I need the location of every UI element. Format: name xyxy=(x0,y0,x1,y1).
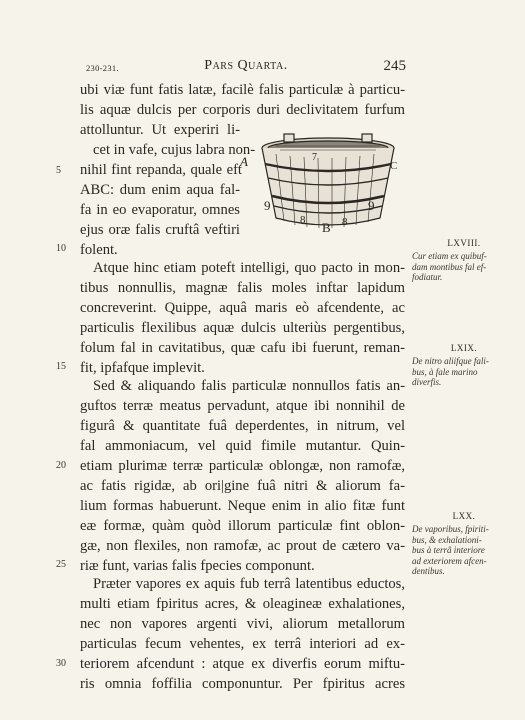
body-line: fit, ipfafque implevit. xyxy=(80,360,205,376)
body-line: lis aquæ dulcis per corporis duri declivitatem furfum xyxy=(80,102,405,118)
margin-note-line: De vaporibus, fpiriti- xyxy=(412,524,489,534)
running-header-left: 230-231. xyxy=(86,63,119,73)
margin-note-line: ad exteriorem afcen- xyxy=(412,555,487,566)
figure-numeral: 8 xyxy=(342,216,348,228)
margin-note-line: bus, & exhalationi- xyxy=(412,534,482,545)
body-line: etiam plurimæ terræ particulæ oblongæ, non ramofæ, xyxy=(80,458,405,474)
body-line: fal ammoniacum, vel quid fimile mutantur. Quin- xyxy=(80,438,405,454)
body-line: ABC: dum enim aqua fal- xyxy=(80,182,240,198)
margin-note-line: bus à terrâ interiore xyxy=(412,545,485,555)
figure-numeral: 9 xyxy=(264,198,271,213)
line-number: 15 xyxy=(56,361,66,372)
body-line: particulas fecum vehentes, ex terrâ interiori ad ex- xyxy=(80,636,405,652)
body-line: lium formas habuerunt. Neque enim in alio fitæ funt xyxy=(80,498,405,514)
body-line: Atque hinc etiam poteft intelligi, quo pacto in mon- xyxy=(93,260,405,276)
body-line: ubi viæ funt fatis latæ, facilè falis particulæ à particu- xyxy=(80,82,405,98)
margin-note-line: De nitro aliifque fali- xyxy=(412,356,489,366)
body-line: fa in eo evaporatur, omnes xyxy=(80,202,240,218)
line-number: 10 xyxy=(56,243,66,254)
body-line: eæ formæ, quàm quòd illorum particulæ fint oblon- xyxy=(80,518,405,534)
body-line: concreverint. Quippe, aquâ maris eò afcendente, ac xyxy=(80,300,405,316)
body-line: ac fatis rigidæ, ab ori|gine fuâ nitri & aliorum fa- xyxy=(80,478,405,494)
body-line: gæ, non flexiles, non ramofæ, ac prout de cætero va- xyxy=(80,538,405,554)
margin-note-line: dentibus. xyxy=(412,566,445,576)
figure-label-c: C xyxy=(390,160,398,172)
body-line: tibus nonnullis, magnæ falis moles inftar lapidum xyxy=(80,280,405,296)
margin-note-number: LXIX. xyxy=(450,343,478,353)
figure-numeral: 7 xyxy=(312,152,317,163)
margin-note-number: LXVIII. xyxy=(447,238,481,248)
figure-label-b: B xyxy=(322,220,331,235)
body-line: guftos terræ meatus pervadunt, atque ibi nonnihil de xyxy=(80,398,405,414)
body-line: cet in vafe, cujus labra non- xyxy=(93,142,256,158)
body-line: ris omnia foffilia componuntur. Per fpiritus acres xyxy=(80,676,405,692)
figure-numeral: 9 xyxy=(368,198,375,213)
figure-numeral: 8 xyxy=(300,214,306,226)
tub-figure xyxy=(240,126,410,238)
body-line: figurâ & quantitate fuâ deperdentes, in nitrum, vel xyxy=(80,418,405,434)
margin-note-line: Cur etiam ex quibuf- xyxy=(412,251,487,261)
body-line: teriorem afcendunt : atque ex diverfis eorum miftu- xyxy=(80,656,405,672)
body-line: folent. xyxy=(80,242,118,258)
body-line: Præter vapores ex aquis fub terrâ latentibus eductos, xyxy=(93,576,405,592)
line-number: 30 xyxy=(56,658,66,669)
line-number: 25 xyxy=(56,559,66,570)
body-line: particulis flexilibus aquæ dulcis ulteriùs pergentibus, xyxy=(80,320,405,336)
running-header-title: Pars Quarta. xyxy=(204,58,288,73)
body-line: ejus oræ falis cruftâ veftiri xyxy=(80,222,240,238)
body-line: nec non vapores argenti vivi, aliorum metallorum xyxy=(80,616,405,632)
body-line: folum fal in cavitatibus, quæ cafu ibi fuerunt, reman- xyxy=(80,340,405,356)
body-line: nihil fint repanda, quale eft xyxy=(80,162,242,178)
margin-note-line: bus, à fale marino xyxy=(412,366,478,377)
margin-note-number: LXX. xyxy=(452,511,476,521)
body-line: Sed & aliquando falis particulæ nonnullos fatis an- xyxy=(93,378,405,394)
margin-note-line: diverfis. xyxy=(412,377,442,387)
margin-note-line: fodiatur. xyxy=(412,272,443,282)
body-line: riæ funt, varias falis fpecies componunt. xyxy=(80,558,315,574)
margin-note xyxy=(412,251,512,283)
line-number: 20 xyxy=(56,460,66,471)
margin-note xyxy=(412,356,512,388)
margin-note-line: dam montibus fal ef- xyxy=(412,261,487,272)
line-number: 5 xyxy=(56,165,61,176)
page-number: 245 xyxy=(383,58,406,74)
margin-note xyxy=(412,524,512,577)
body-line: multi etiam fpiritus acres, & oleagineæ exhalationes, xyxy=(80,596,405,612)
body-line: attolluntur. Ut experiri li- xyxy=(80,122,240,138)
figure-label-a: A xyxy=(240,154,248,169)
